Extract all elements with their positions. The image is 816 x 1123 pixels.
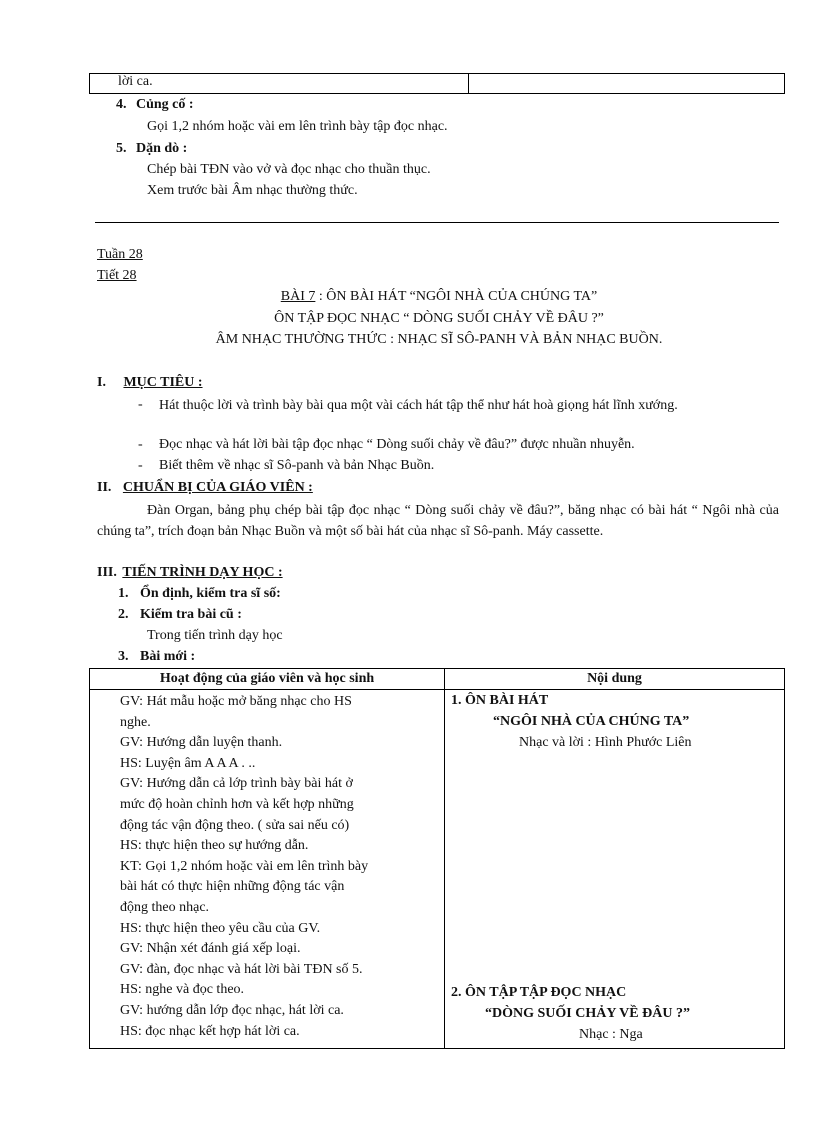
lesson-title-line-3: ÂM NHẠC THƯỜNG THỨC : NHẠC SĨ SÔ-PANH VÀ BẢN NHẠC BUỒN. [215, 332, 663, 347]
content-cell [445, 690, 785, 1049]
objective-item: Đọc nhạc và hát lời bài tập đọc nhạc “ Dòng suối chảy về đâu?” được nhuần nhuyễn. [159, 437, 635, 452]
homework-label: Dặn dò : [136, 141, 188, 156]
activity-line: HS: Luyện âm A A A . .. [120, 755, 256, 771]
step-2 [118, 607, 242, 623]
section-3-heading [97, 565, 283, 581]
activity-table [89, 668, 785, 1049]
homework-heading [116, 141, 187, 157]
content-2-song: “DÒNG SUỐI CHẢY VỀ ĐÂU ?” [485, 1006, 690, 1021]
activity-line: KT: Gọi 1,2 nhóm hoặc vài em lên trình bày [120, 858, 369, 874]
top-table-right-cell [469, 74, 785, 94]
content-1-heading: 1. ÔN BÀI HÁT [451, 693, 549, 708]
homework-line: Xem trước bài Âm nhạc thường thức. [147, 183, 358, 198]
section-2-heading [97, 480, 313, 496]
objective-item: Biết thêm về nhạc sĩ Sô-panh và bản Nhạc Buồn. [159, 458, 435, 473]
consolidate-label: Củng cố : [136, 97, 194, 112]
activity-line: GV: đàn, đọc nhạc và hát lời bài TĐN số 5. [120, 961, 363, 977]
content-1-song: “NGÔI NHÀ CỦA CHÚNG TA” [493, 714, 690, 729]
content-2-heading: 2. ÔN TẬP TẬP ĐỌC NHẠC [451, 985, 627, 1000]
preparation-text: Đàn Organ, bảng phụ chép bài tập đọc nhạc “ Dòng suối chảy về đâu?”, băng nhạc có bài hát “ Ngôi nhà của chúng ta”, trích đoạn bản Nhạc Buồn và một số bài hát của nhạc sĩ Sô-panh. Máy cassette. [97, 503, 779, 539]
activity-line: GV: Hát mẫu hoặc mở băng nhạc cho HS [120, 694, 352, 709]
activity-cell [90, 690, 445, 1049]
lesson-number: BÀI 7 [280, 289, 316, 304]
section-1-heading [97, 375, 203, 391]
section-1-title: MỤC TIÊU : [123, 375, 203, 390]
activity-line: nghe. [120, 714, 151, 730]
step-label: Bài mới : [140, 649, 196, 664]
section-divider [95, 222, 779, 223]
activity-line: HS: thực hiện theo sự hướng dẫn. [120, 838, 309, 854]
consolidate-heading [116, 97, 194, 113]
lesson-title-text: : ÔN BÀI HÁT “NGÔI NHÀ CỦA CHÚNG TA” [315, 289, 598, 304]
objective-dash: - [138, 458, 143, 473]
period-label: Tiết 28 [97, 268, 137, 283]
activity-line: động theo nhạc. [120, 899, 210, 915]
activity-line: GV: Hướng dẫn luyện thanh. [120, 735, 283, 751]
step-label: Ổn định, kiểm tra sĩ số: [140, 586, 281, 601]
activity-line: mức độ hoàn chỉnh hơn và kết hợp những [120, 796, 354, 812]
activity-column-header: Hoạt động của giáo viên và học sinh [90, 669, 445, 690]
objective-dash: - [138, 437, 143, 452]
activity-line: GV: Nhận xét đánh giá xếp loại. [120, 941, 301, 957]
step-num: 3. [118, 649, 129, 664]
homework-line: Chép bài TĐN vào vở và đọc nhạc cho thuần thục. [147, 162, 431, 177]
step-2-text: Trong tiến trình dạy học [147, 628, 283, 643]
section-3-num: III. [97, 565, 117, 580]
activity-line: GV: Hướng dẫn cả lớp trình bày bài hát ở [120, 776, 353, 792]
consolidate-num: 4. [116, 97, 127, 112]
lesson-title-line-1 [97, 289, 781, 305]
activity-line: động tác vận động theo. ( sửa sai nếu có) [120, 817, 350, 833]
step-label: Kiểm tra bài cũ : [140, 607, 242, 622]
consolidate-text: Gọi 1,2 nhóm hoặc vài em lên trình bày tập đọc nhạc. [147, 119, 448, 134]
objective-item: Hát thuộc lời và trình bày bài qua một vài cách hát tập thể như hát hoà giọng hát lĩnh xướng. [159, 398, 678, 413]
top-table [89, 73, 785, 94]
step-num: 2. [118, 607, 129, 622]
activity-line: HS: nghe và đọc theo. [120, 982, 245, 998]
content-1-credit: Nhạc và lời : Hình Phước Liên [519, 735, 692, 750]
top-left-text: lời ca. [118, 74, 153, 89]
objective-dash: - [138, 397, 143, 412]
homework-num: 5. [116, 141, 127, 156]
content-column-header: Nội dung [445, 669, 785, 690]
section-2-num: II. [97, 480, 112, 495]
week-label: Tuần 28 [97, 247, 143, 262]
content-2-credit: Nhạc : Nga [579, 1027, 643, 1042]
activity-line: bài hát có thực hiện những động tác vận [120, 879, 345, 895]
section-2-title: CHUẨN BỊ CỦA GIÁO VIÊN : [122, 480, 313, 495]
lesson-title-line-2: ÔN TẬP ĐỌC NHẠC “ DÒNG SUỐI CHẢY VỀ ĐÂU ?” [274, 311, 604, 326]
step-num: 1. [118, 586, 129, 601]
activity-line: GV: hướng dẫn lớp đọc nhạc, hát lời ca. [120, 1002, 344, 1018]
section-1-num: I. [97, 375, 106, 390]
activity-line: HS: thực hiện theo yêu cầu của GV. [120, 920, 321, 936]
step-1 [118, 586, 281, 602]
section-3-title: TIẾN TRÌNH DẠY HỌC : [122, 565, 283, 580]
top-table-left-cell [90, 74, 469, 94]
activity-line: HS: đọc nhạc kết hợp hát lời ca. [120, 1023, 300, 1039]
step-3 [118, 649, 195, 665]
